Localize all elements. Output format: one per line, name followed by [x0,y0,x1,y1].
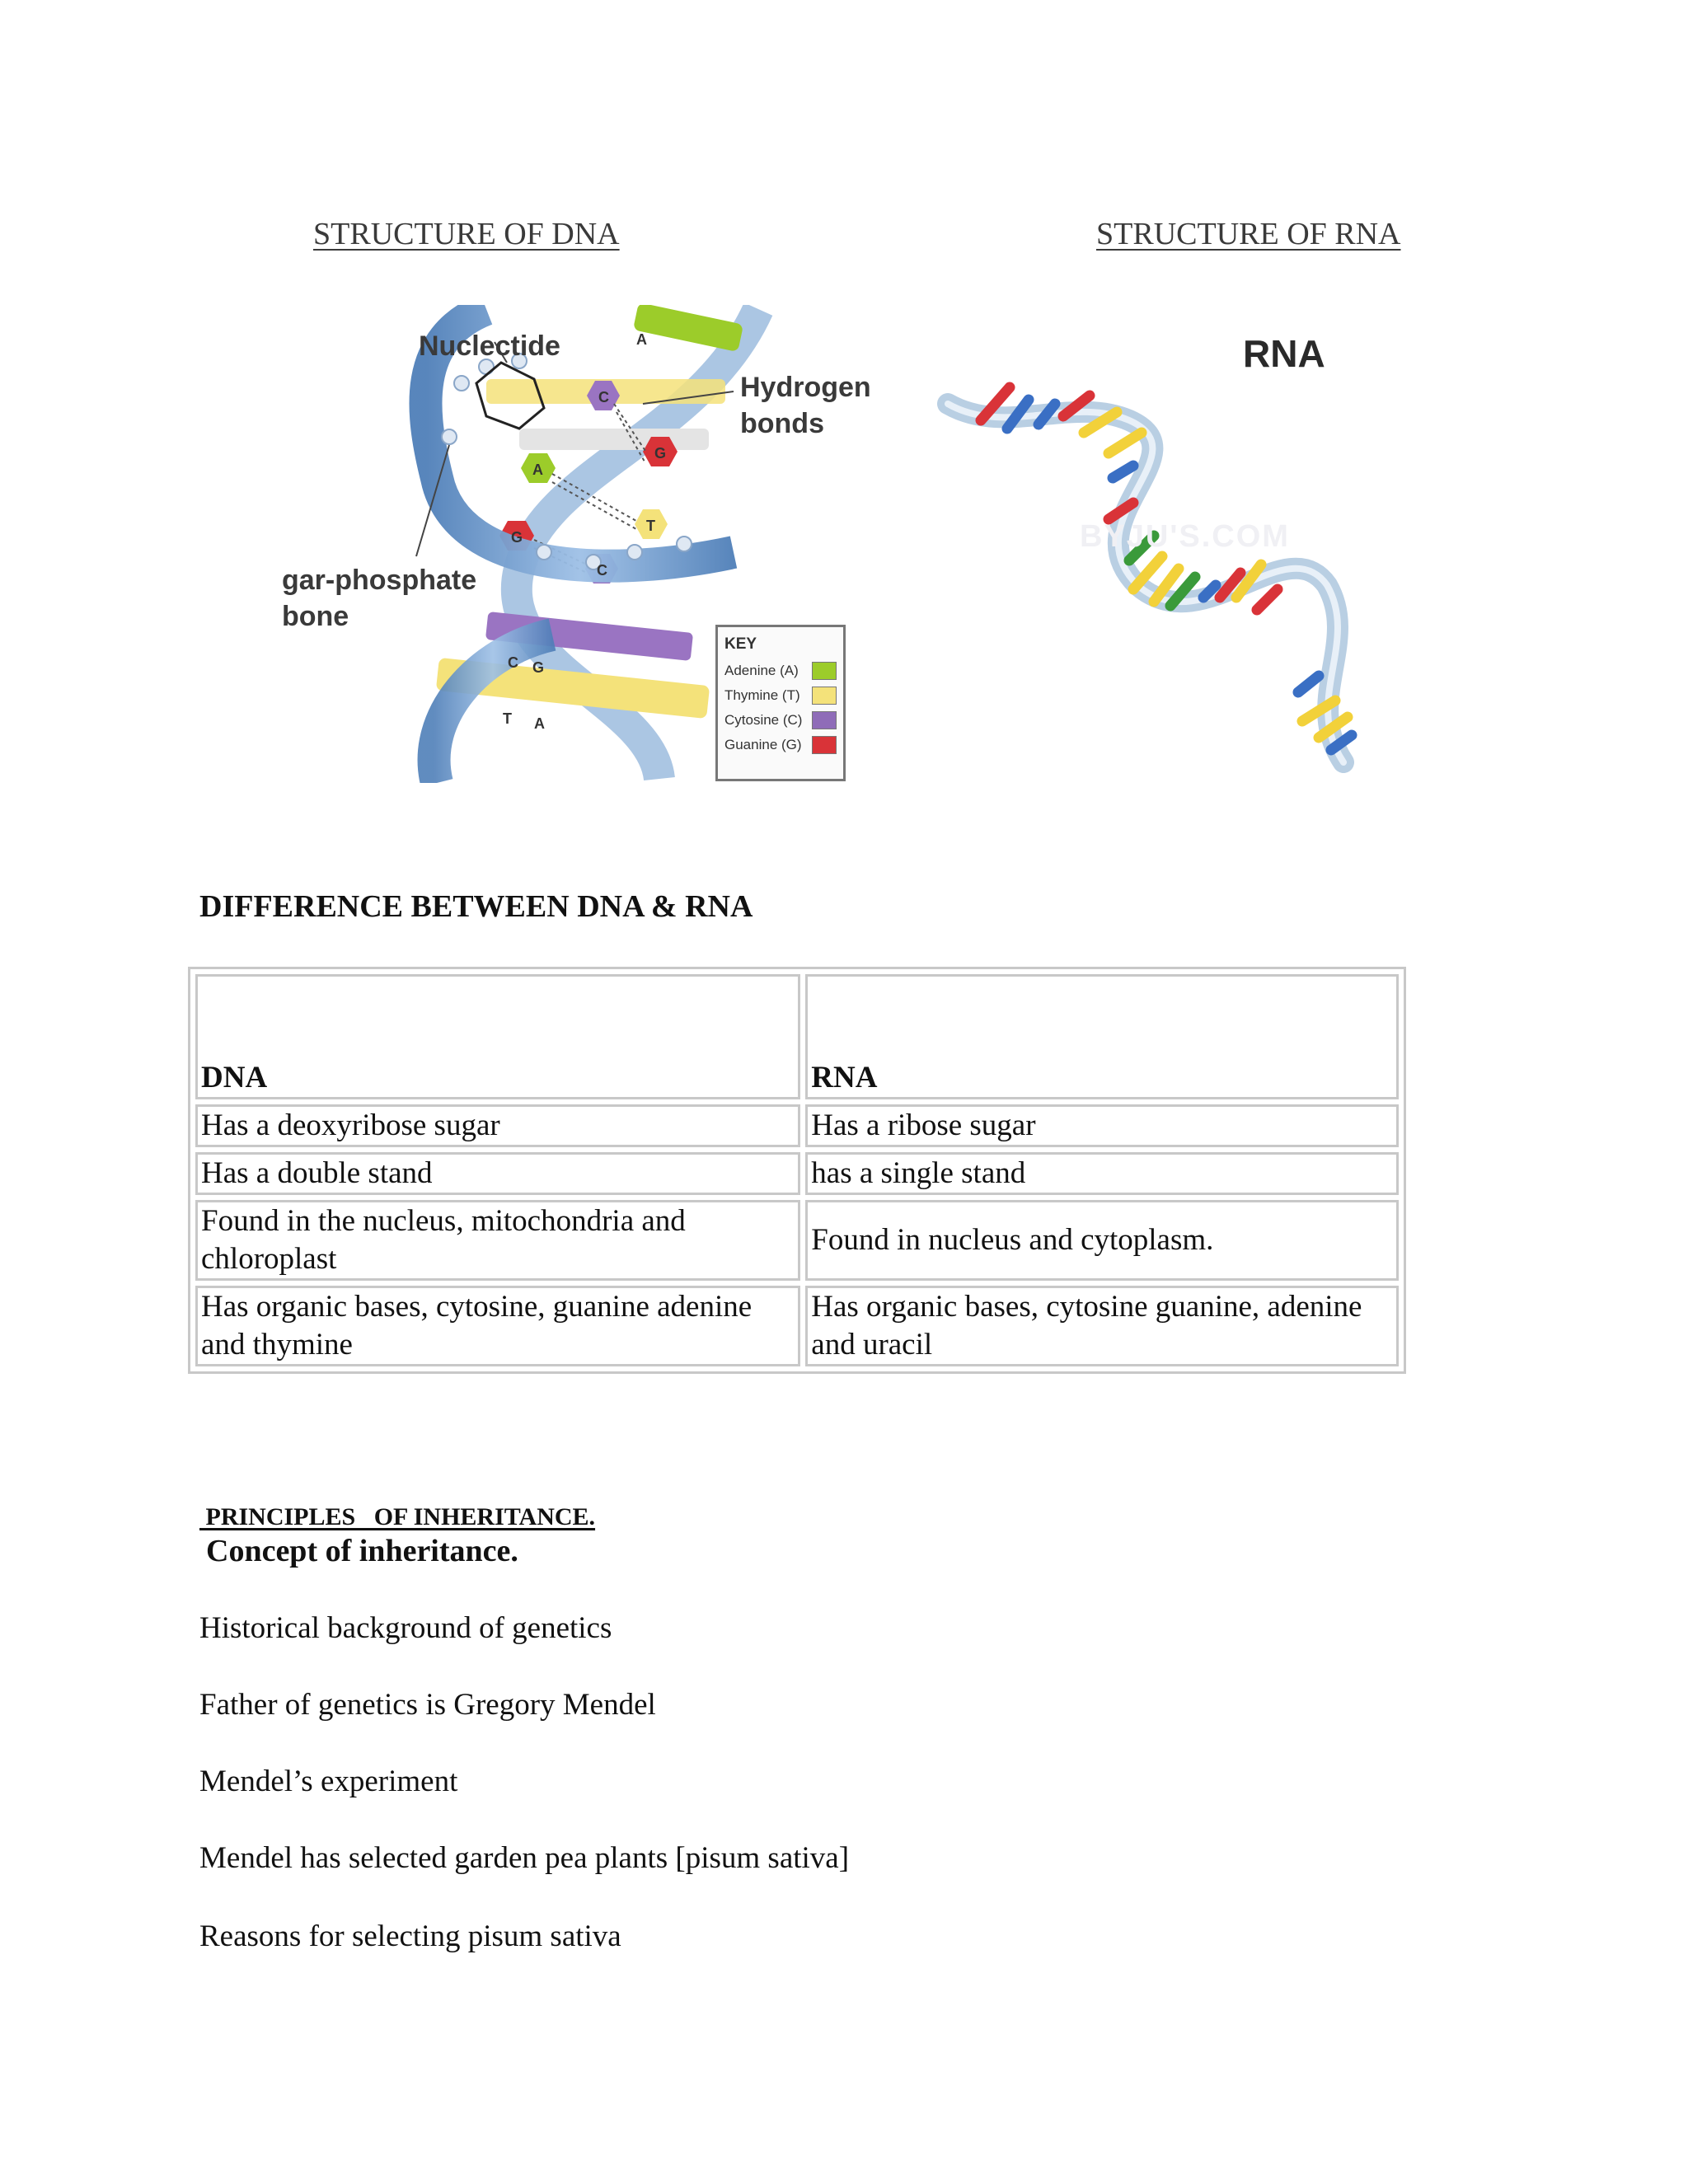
paragraph: Mendel has selected garden pea plants [pisum sativa] [199,1841,850,1875]
adenine-swatch [812,662,837,680]
base-color-key [715,625,846,781]
dna-column-header: DNA [195,974,800,1099]
dna-rna-comparison-table [188,967,1406,1374]
table-row [195,1152,1399,1195]
paragraph: Historical background of genetics [199,1611,612,1645]
dna-figure-title: STRUCTURE OF DNA [313,217,620,251]
table-row [195,1200,1399,1281]
base-letter: G [511,529,523,546]
hydrogen-bonds-label-line2: bonds [740,408,824,439]
table-row [195,1104,1399,1147]
dna-cell: Found in the nucleus, mitochondria and chloroplast [195,1200,800,1281]
sugar-phosphate-backbone-label [282,562,476,635]
nucleotide-label: Nuclectide [419,330,560,362]
key-item-label: Guanine (G) [724,737,802,752]
difference-heading: DIFFERENCE BETWEEN DNA & RNA [199,889,753,924]
rna-label: RNA [1243,332,1325,375]
key-item-thymine [724,683,837,708]
rna-cell: Has a ribose sugar [805,1104,1399,1147]
guanine-swatch [812,736,837,754]
base-letter: T [503,710,512,727]
dna-cell: Has a deoxyribose sugar [195,1104,800,1147]
rna-cell: Found in nucleus and cytoplasm. [805,1200,1399,1281]
hydrogen-bonds-label-line1: Hydrogen [740,372,871,403]
base-letter: A [534,715,545,732]
base-letter: T [646,518,655,534]
key-item-label: Cytosine (C) [724,712,803,728]
rna-figure-title: STRUCTURE OF RNA [1096,217,1401,251]
paragraph: Reasons for selecting pisum sativa [199,1919,621,1953]
base-letter: C [598,389,609,405]
thymine-swatch [812,687,837,705]
base-letter: G [532,659,545,676]
watermark: BYJU'S.COM [1080,519,1290,554]
key-item-guanine [724,733,837,757]
table-row [195,1286,1399,1366]
principles-of-inheritance-title: PRINCIPLES OF INHERITANCE. [199,1503,596,1530]
paragraph: Mendel’s experiment [199,1765,458,1798]
key-item-adenine [724,658,837,683]
key-item-label: Thymine (T) [724,687,800,703]
hydrogen-bonds-label [740,369,871,442]
base-letter: C [508,654,518,671]
dna-cell: Has organic bases, cytosine, guanine adenine and thymine [195,1286,800,1366]
base-letter: C [597,562,607,579]
cytosine-swatch [812,711,837,729]
backbone-label-line2: bone [282,601,349,632]
dna-cell: Has a double stand [195,1152,800,1195]
backbone-label-line1: gar-phosphate [282,565,477,596]
table-header-row [195,974,1399,1099]
paragraph: Father of genetics is Gregory Mendel [199,1688,656,1722]
rna-column-header: RNA [805,974,1399,1099]
base-letter: A [636,331,647,348]
key-item-label: Adenine (A) [724,663,799,678]
dna-structure-diagram [272,305,882,783]
rna-cell: Has organic bases, cytosine guanine, adenine and uracil [805,1286,1399,1366]
base-letter: A [532,462,543,478]
key-item-cytosine [724,708,837,733]
concept-of-inheritance-heading: Concept of inheritance. [206,1534,518,1568]
key-title: KEY [724,635,757,653]
rna-cell: has a single stand [805,1152,1399,1195]
base-letter: G [654,445,667,462]
rna-structure-diagram [931,313,1393,783]
